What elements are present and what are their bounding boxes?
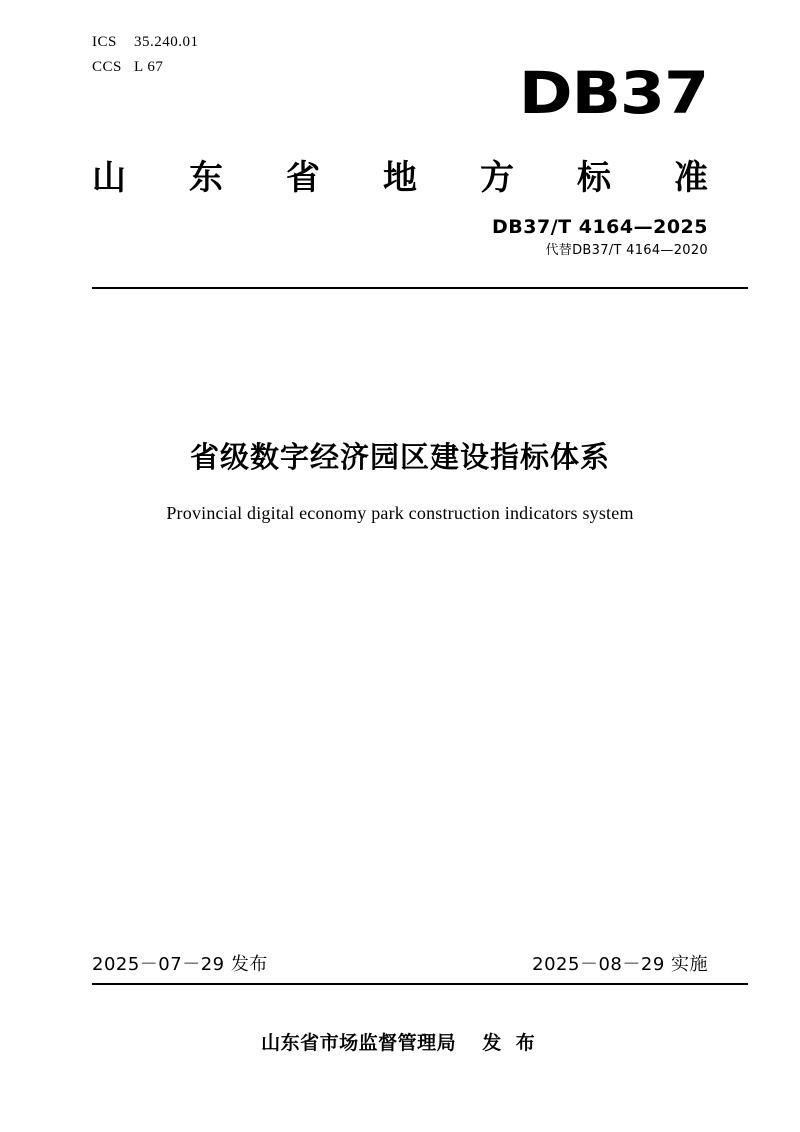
page-title-english: Provincial digital economy park construction indicators system [166, 503, 634, 523]
divider-top [92, 287, 748, 289]
standard-replaces: 代替DB37/T 4164—2020 [545, 243, 708, 258]
divider-bottom [92, 983, 748, 985]
series-title-char-4: 方 [480, 158, 514, 198]
series-title-char-6: 准 [674, 158, 708, 198]
db37-logo: DB37 [518, 59, 708, 127]
ccs-label: CCS [92, 59, 122, 75]
series-title-char-2: 省 [286, 158, 320, 198]
ics-value: 35.240.01 [134, 34, 199, 50]
standard-number: DB37/T 4164—2025 [492, 216, 708, 238]
ics-line [92, 30, 199, 55]
series-title-char-3: 地 [383, 158, 417, 198]
standard-number-block [492, 216, 708, 261]
series-title [92, 150, 708, 199]
ccs-value: L 67 [134, 59, 164, 75]
implementation-date: 2025－08－29 实施 [532, 954, 708, 975]
series-title-char-0: 山 [92, 158, 126, 198]
publisher-name: 山东省市场监督管理局 [261, 1032, 457, 1054]
page-title: 省级数字经济园区建设指标体系 [189, 440, 610, 474]
release-date: 2025－07－29 发布 [92, 954, 268, 975]
publisher-line [0, 1028, 800, 1055]
ccs-line [92, 55, 199, 80]
classification-block [92, 30, 199, 80]
ics-label: ICS [92, 34, 117, 50]
series-title-char-5: 标 [577, 158, 611, 198]
publish-word: 发 布 [482, 1032, 539, 1054]
series-title-char-1: 东 [189, 158, 223, 198]
